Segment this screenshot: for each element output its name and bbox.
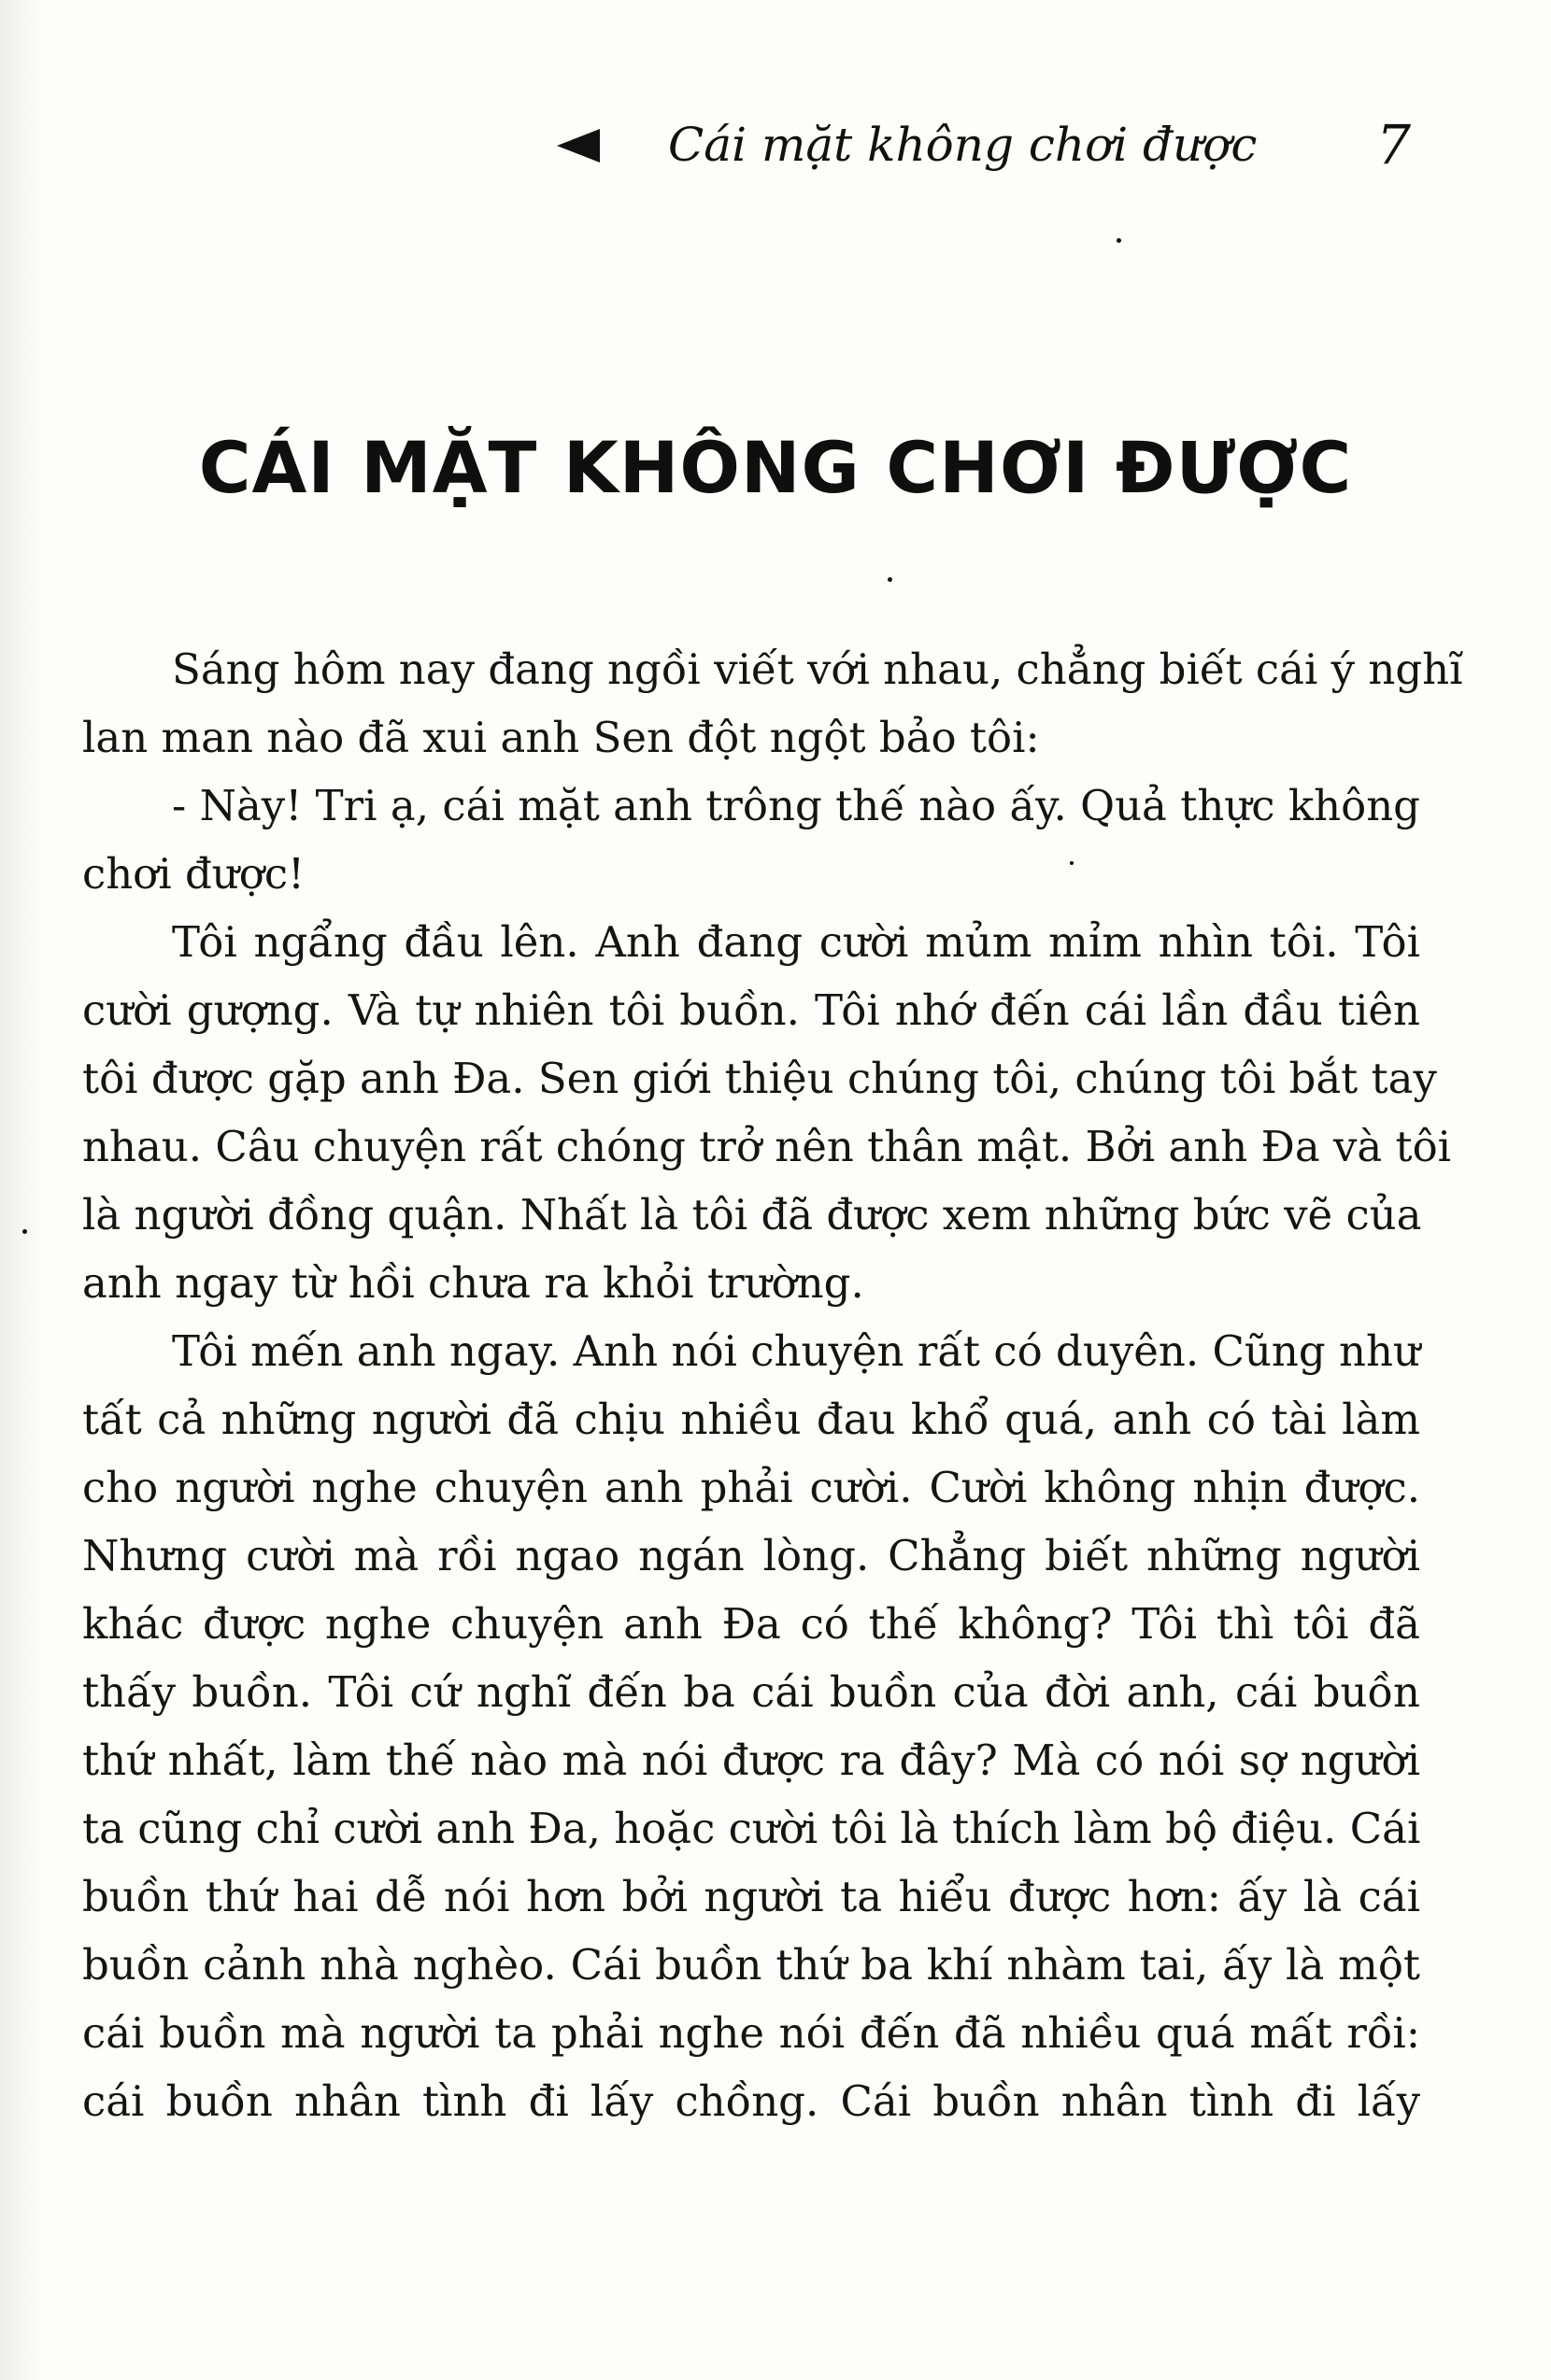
body-text: [82, 635, 1463, 2135]
text-line: cười gượng. Và tự nhiên tôi buồn. Tôi nhớ đến cái lần đầu tiên: [82, 985, 1420, 1035]
text-line: lan man nào đã xui anh Sen đột ngột bảo tôi:: [82, 713, 1040, 762]
text-line: Tôi ngẩng đầu lên. Anh đang cười mủm mỉm nhìn tôi. Tôi: [172, 917, 1420, 967]
scan-speck: [1117, 238, 1121, 243]
scan-speck: [22, 1229, 27, 1234]
scan-edge-shadow: [0, 0, 45, 2380]
text-line: nhau. Câu chuyện rất chóng trở nên thân mật. Bởi anh Đa và tôi: [82, 1122, 1452, 1171]
scan-speck: [888, 577, 892, 582]
text-line: cho người nghe chuyện anh phải cười. Cười không nhịn được.: [82, 1463, 1420, 1512]
text-line: Tôi mến anh ngay. Anh nói chuyện rất có duyên. Cũng như: [172, 1326, 1420, 1376]
page-number: 7: [1376, 113, 1411, 177]
text-line: là người đồng quận. Nhất là tôi đã được xem những bức vẽ của: [82, 1190, 1422, 1240]
text-line: cái buồn nhân tình đi lấy chồng. Cái buồn nhân tình đi lấy: [82, 2076, 1420, 2126]
text-line: - Này! Tri ạ, cái mặt anh trông thế nào ấy. Quả thực không: [172, 781, 1420, 830]
text-line: buồn thứ hai dễ nói hơn bởi người ta hiểu được hơn: ấy là cái: [82, 1872, 1420, 1921]
text-line: tất cả những người đã chịu nhiều đau khổ quá, anh có tài làm: [82, 1395, 1420, 1444]
running-header: [0, 112, 1551, 187]
text-line: Sáng hôm nay đang ngồi viết với nhau, chẳng biết cái ý nghĩ: [172, 645, 1463, 694]
text-line: ta cũng chỉ cười anh Đa, hoặc cười tôi là thích làm bộ điệu. Cái: [82, 1804, 1421, 1853]
text-line: chơi được!: [82, 849, 306, 899]
text-line: thứ nhất, làm thế nào mà nói được ra đây? Mà có nói sợ người: [82, 1735, 1420, 1785]
text-line: anh ngay từ hồi chưa ra khỏi trường.: [82, 1258, 864, 1308]
text-line: tôi được gặp anh Đa. Sen giới thiệu chúng tôi, chúng tôi bắt tay: [82, 1054, 1437, 1103]
left-arrow-icon: [557, 129, 600, 163]
text-line: cái buồn mà người ta phải nghe nói đến đã nhiều quá mất rồi:: [82, 2008, 1420, 2058]
running-title: Cái mặt không chơi được: [668, 118, 1258, 172]
text-line: Nhưng cười mà rồi ngao ngán lòng. Chẳng biết những người: [82, 1531, 1420, 1580]
text-line: thấy buồn. Tôi cứ nghĩ đến ba cái buồn của đời anh, cái buồn: [82, 1667, 1420, 1717]
text-line: khác được nghe chuyện anh Đa có thế không? Tôi thì tôi đã: [82, 1599, 1420, 1649]
chapter-title: CÁI MẶT KHÔNG CHƠI ĐƯỢC: [198, 426, 1353, 509]
scan-speck: [1070, 861, 1074, 865]
text-line: buồn cảnh nhà nghèo. Cái buồn thứ ba khí nhàm tai, ấy là một: [82, 1940, 1420, 1990]
